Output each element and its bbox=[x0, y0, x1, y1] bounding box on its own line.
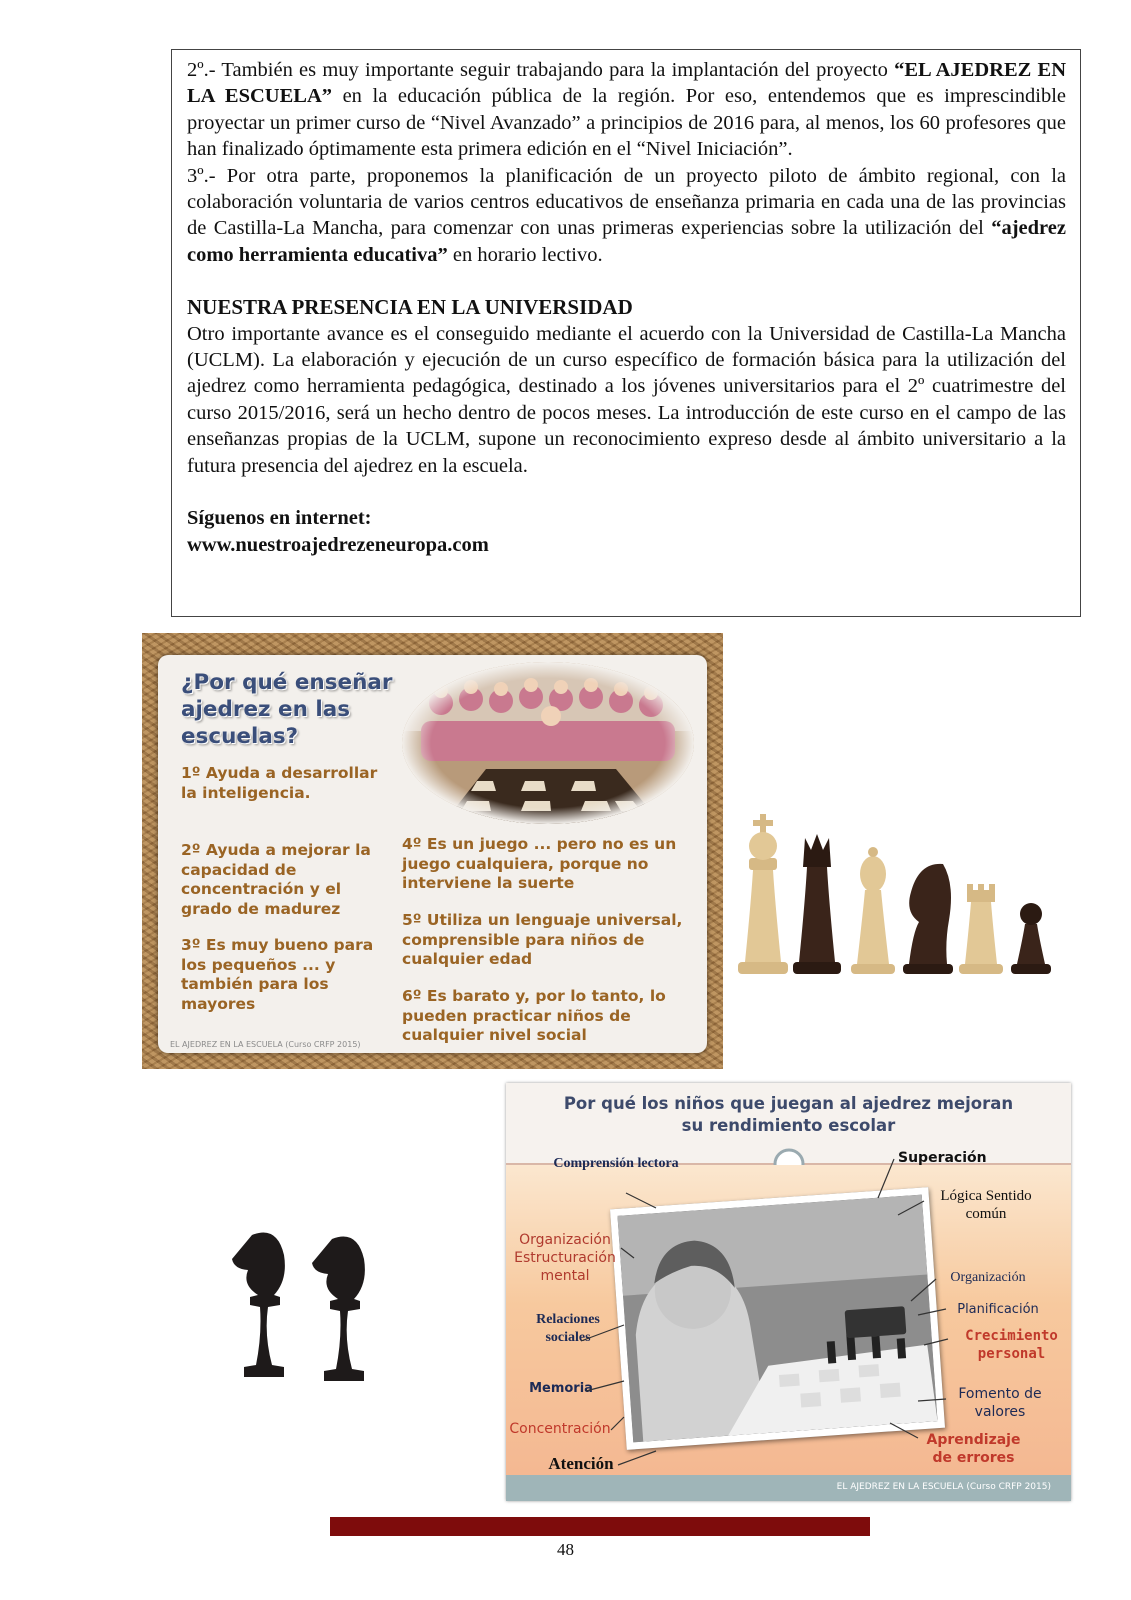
label-fomento: Fomento de valores bbox=[958, 1386, 1042, 1420]
university-paragraph: Otro importante avance es el conseguido mediante el acuerdo con la Universidad de Castilla-La Mancha (UCLM). La elaboración y ejecución de un curso específico de formación básica para la utilización del ajedrez como herramienta pedagógica, destinado a los jóvenes universitarios para el 2º cuatrimestre del curso 2015/2016, será un hecho dentro de pocos meses. La introducción de este curso en el campo de las enseñanzas propias de la UCLM, supone un reconocimiento expreso desde al ámbito universitario a la futura presencia del ajedrez en la escuela. bbox=[187, 322, 1066, 477]
reason-1: 1º Ayuda a desarrollar la inteligencia. bbox=[181, 764, 378, 802]
reason-5: 5º Utiliza un lenguaje universal, comprensible para niños de cualquier edad bbox=[402, 911, 683, 968]
reason-4: 4º Es un juego ... pero no es un juego cualquiera, porque no interviene la suerte bbox=[402, 835, 677, 892]
section-heading: NUESTRA PRESENCIA EN LA UNIVERSIDAD bbox=[187, 295, 633, 320]
project-name: “EL AJEDREZ EN LA ESCUELA” bbox=[187, 59, 1066, 108]
follow-label: Síguenos en internet: bbox=[187, 507, 372, 530]
label-aprendizaje: Aprendizaje de errores bbox=[926, 1432, 1021, 1466]
queen-icon bbox=[793, 834, 841, 974]
rook-icon bbox=[959, 884, 1003, 974]
infographic-footer: EL AJEDREZ EN LA ESCUELA (Curso CRFP 2015) bbox=[170, 1040, 361, 1049]
infographic-title: Por qué los niños que juegan al ajedrez mejoran su rendimiento escolar bbox=[563, 1094, 1014, 1135]
why-teach-chess-infographic bbox=[142, 633, 723, 1069]
label-crecimiento: Crecimiento personal bbox=[965, 1328, 1058, 1362]
reason-2: 2º Ayuda a mejorar la capacidad de concentración y el grado de madurez bbox=[181, 841, 371, 918]
school-performance-infographic bbox=[506, 1083, 1071, 1501]
arrow-lines-icon bbox=[506, 1083, 1071, 1501]
footer-bar bbox=[330, 1517, 870, 1536]
label-comprension: Comprensión lectora bbox=[553, 1156, 679, 1171]
black-knights-image bbox=[222, 1225, 392, 1385]
label-organizacion: Organización bbox=[950, 1270, 1026, 1285]
infographic-panel bbox=[158, 655, 707, 1053]
article-text-box bbox=[171, 49, 1081, 617]
label-relaciones: Relaciones sociales bbox=[536, 1312, 600, 1345]
king-icon bbox=[738, 814, 788, 974]
paragraph-3: 3º.- Por otra parte, proponemos la planificación de un proyecto piloto de ámbito regional, con la colaboración voluntaria de varios centros educativos de enseñanza primaria en cada una de las provincias de Castilla-La Mancha, para comenzar con unas primeras experiencias sobre la utilización del “ajedrez como herramienta educativa” en horario lectivo. bbox=[187, 164, 1066, 266]
knight-icon bbox=[232, 1233, 365, 1382]
infographic-title: ¿Por qué enseñar ajedrez en las escuelas? bbox=[181, 670, 393, 749]
reason-6: 6º Es barato y, por lo tanto, lo pueden practicar niños de cualquier nivel social bbox=[402, 987, 666, 1044]
label-atencion: Atención bbox=[548, 1454, 614, 1473]
label-concentracion: Concentración bbox=[509, 1421, 611, 1437]
children-playing-chess-photo bbox=[401, 661, 695, 826]
reason-3: 3º Es muy bueno para los pequeños ... y también para los mayores bbox=[181, 936, 374, 1013]
page-number: 48 bbox=[557, 1540, 574, 1559]
label-memoria: Memoria bbox=[529, 1381, 593, 1396]
educational-tool-phrase: “ajedrez como herramienta educativa” bbox=[187, 217, 1066, 266]
label-planificacion: Planificación bbox=[957, 1302, 1039, 1317]
paragraph-2: 2º.- También es muy importante seguir trabajando para la implantación del proyecto “EL AJEDREZ EN LA ESCUELA” en la educación pública de la región. Por eso, entendemos que es imprescindible proyectar un primer curso de “Nivel Avanzado” a principios de 2016 para, al menos, los 60 profesores que han finalizado óptimamente esta primera edición en el “Nivel Iniciación”. bbox=[187, 59, 1067, 161]
chess-pieces-image bbox=[733, 812, 1063, 982]
infographic-footer: EL AJEDREZ EN LA ESCUELA (Curso CRFP 2015) bbox=[506, 1475, 1071, 1501]
label-logica: Lógica Sentido común bbox=[940, 1188, 1032, 1222]
pawn-icon bbox=[1011, 903, 1051, 974]
website-link[interactable]: www.nuestroajedrezeneuropa.com bbox=[187, 533, 489, 556]
knight-icon bbox=[903, 864, 953, 974]
label-organizacion-estructuracion: Organización Estructuración mental bbox=[514, 1232, 616, 1284]
bishop-icon bbox=[851, 847, 895, 974]
label-superacion: Superación bbox=[898, 1150, 987, 1166]
